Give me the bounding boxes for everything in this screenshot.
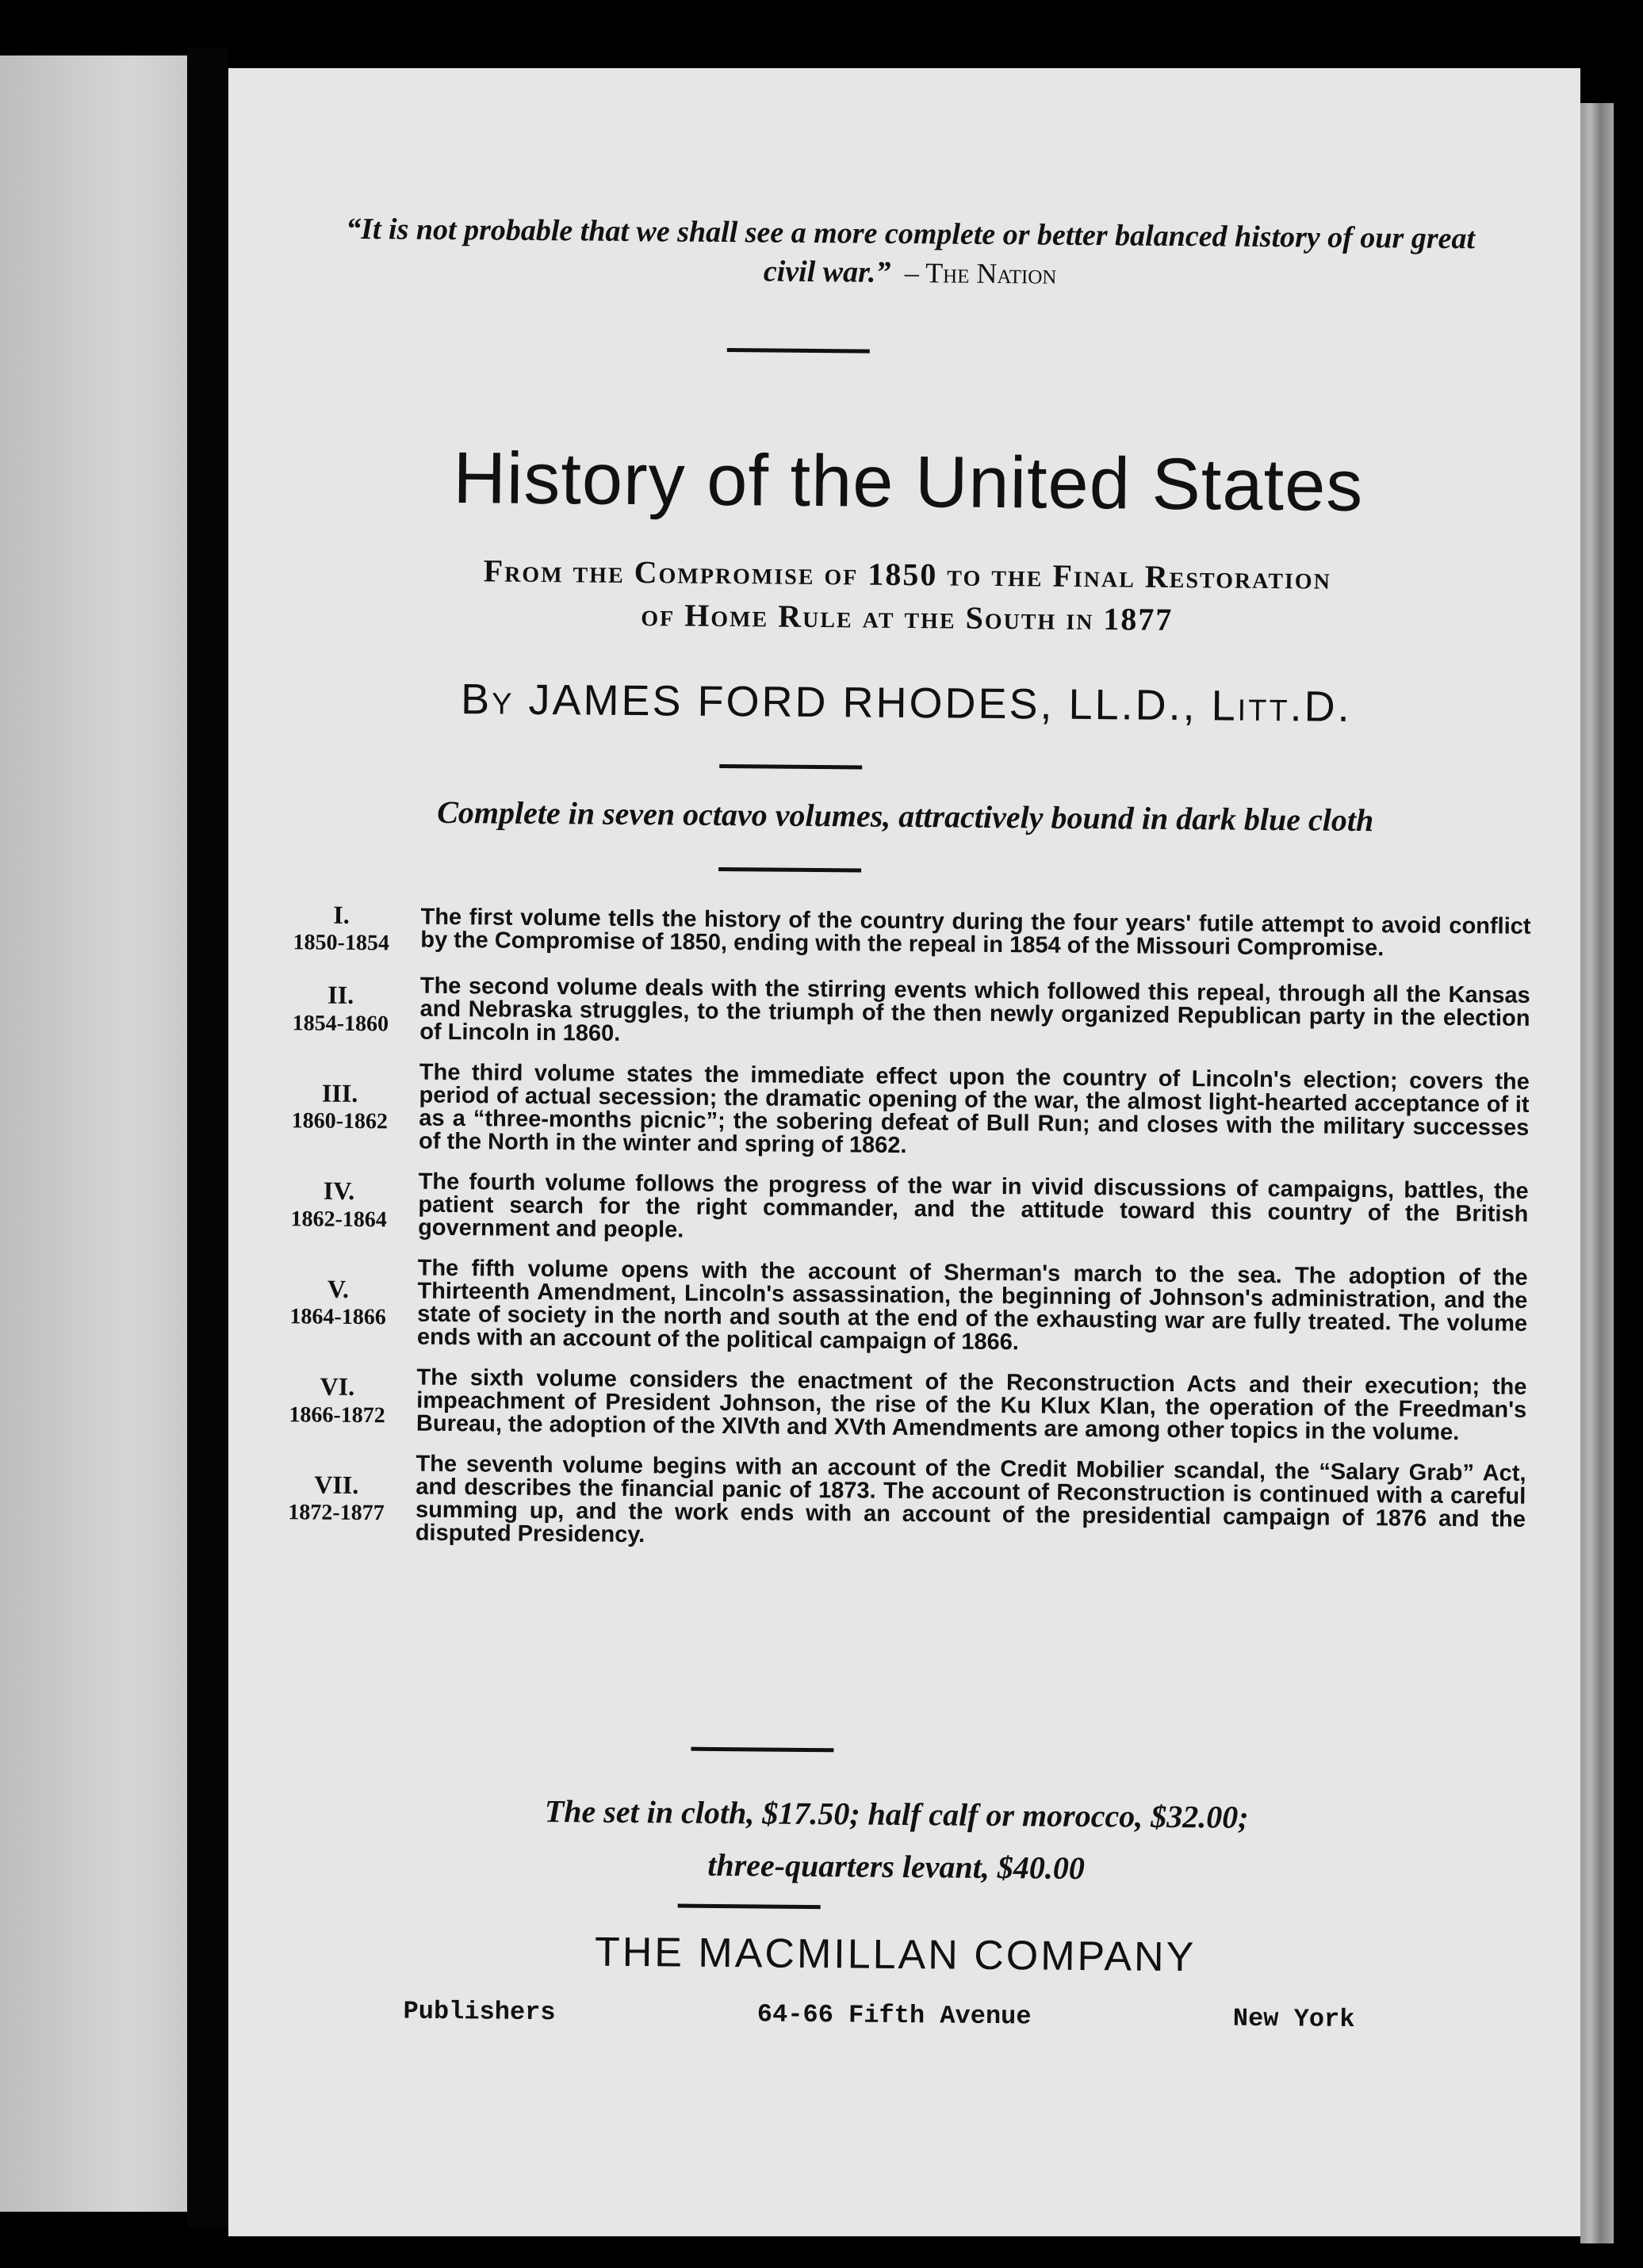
volume-description: The first volume tells the history of the country during the four years' futile attempt to avoid conflict by the Compromise of 1850, ending with the repeal in 1854 of the Missouri Compromise. (420, 904, 1531, 962)
volume-number: III. (321, 1078, 358, 1107)
price-line: The set in cloth, $17.50; half calf or morocco, $32.00; (544, 1793, 1249, 1835)
volume-entry (262, 899, 1531, 967)
volume-entry (259, 1256, 1528, 1359)
volume-number: V. (327, 1274, 350, 1303)
page-title: History of the United States (453, 438, 1364, 527)
price-line: three-quarters levant, $40.00 (707, 1846, 1086, 1887)
publisher-city: New York (1232, 2003, 1355, 2034)
binding-description: Complete in seven octavo volumes, attractively bound in dark blue cloth (436, 794, 1374, 839)
volume-years: 1864-1866 (289, 1304, 386, 1330)
subtitle-line: From the Compromise of 1850 to the Final Restoration (483, 553, 1332, 596)
divider-rule (719, 764, 862, 770)
author-suffix: Litt.D. (1211, 682, 1352, 731)
author-name: JAMES FORD RHODES, LL.D., (528, 675, 1197, 730)
volume-description: The third volume states the immediate effect upon the country of Lincoln's election; covers the period of actual secession; the dramatic opening of the war, the almost light-hearted acceptance of it as a “three-months picnic”; the sobering defeat of Bull Run; and closes with the military successes of the North in the winter and spring of 1862. (418, 1059, 1530, 1159)
volume-entry (258, 1365, 1527, 1445)
volume-label (261, 979, 420, 1038)
volume-years: 1860-1862 (291, 1108, 389, 1134)
volume-entry (260, 1060, 1530, 1163)
volume-description: The seventh volume begins with an account of the Credit Mobilier scandal, the “Salary Grab” Act, and describes the financial panic of 1873. The account of Reconstruction is continued with a careful summing up, and the work ends with an account of the presidential campaign of 1876 and the disputed Presidency. (415, 1451, 1526, 1548)
volume-number: I. (333, 900, 350, 929)
page-subtitle (281, 548, 1534, 644)
publisher-address: 64-66 Fifth Avenue (756, 1999, 1032, 2032)
volume-number: II. (327, 981, 354, 1010)
volume-label (260, 1077, 419, 1136)
volume-entry (259, 1169, 1529, 1249)
author-prefix: By (460, 675, 515, 724)
publisher-name: THE MACMILLAN COMPANY (594, 1929, 1197, 1981)
volume-years: 1854-1860 (292, 1011, 389, 1037)
publisher-details (403, 1997, 1354, 2034)
volume-years: 1866-1872 (289, 1402, 385, 1428)
author-line (280, 673, 1533, 733)
volume-entry (261, 973, 1530, 1054)
epigraph (323, 210, 1497, 299)
volume-number: VI. (320, 1372, 355, 1402)
volume-description: The fifth volume opens with the account of Sherman's march to the sea. The adoption of the Thirteenth Amendment, Lincoln's assassination, the beginning of Johnson's administration, and the state of society in the north and south at the end of the exhausting war are fully treated. The volume ends with an account of the political campaign of 1866. (416, 1255, 1528, 1356)
volume-label (258, 1371, 417, 1429)
volume-years: 1862-1864 (290, 1207, 388, 1233)
price-list (270, 1783, 1523, 1899)
volume-label (259, 1175, 419, 1233)
publisher-role: Publishers (403, 1996, 556, 2028)
volume-label (262, 899, 421, 958)
epigraph-quote: “It is not probable that we shall see a more complete or better balanced history of our great civil war.” (345, 212, 1476, 290)
volume-label (257, 1469, 416, 1528)
volume-entry (257, 1451, 1526, 1555)
volume-number: VII. (314, 1470, 359, 1499)
volume-description: The fourth volume follows the progress of the war in vivid discussions of campaigns, battles, the patient search for the right commander, and the attitude toward this country of the British government and people. (418, 1168, 1529, 1243)
divider-rule (727, 348, 870, 354)
volume-label (259, 1273, 418, 1332)
volume-list (256, 899, 1530, 1572)
volume-description: The second volume deals with the stirring events which followed this repeal, through all the Kansas and Nebraska struggles, to the triumph of the then newly organized Republican party in the election of Lincoln in 1860. (419, 973, 1530, 1046)
divider-rule (678, 1904, 821, 1910)
divider-rule (691, 1747, 833, 1753)
volume-years: 1872-1877 (288, 1500, 385, 1526)
left-page (0, 55, 187, 2212)
subtitle-line: of Home Rule at the South in 1877 (641, 597, 1174, 637)
page-content (219, 63, 1590, 2243)
volume-years: 1850-1854 (293, 930, 390, 956)
epigraph-source: – The Nation (904, 257, 1057, 291)
volume-number: IV. (323, 1176, 355, 1206)
volume-description: The sixth volume considers the enactment of the Reconstruction Acts and their execution; the impeachment of President Johnson, the rise of the Ku Klux Klan, the operation of the Freedman's Bureau, the adoption of the XIVth and XVth Amendments are among other topics in the volume. (416, 1364, 1527, 1446)
book-page (228, 68, 1580, 2236)
divider-rule (718, 867, 861, 873)
